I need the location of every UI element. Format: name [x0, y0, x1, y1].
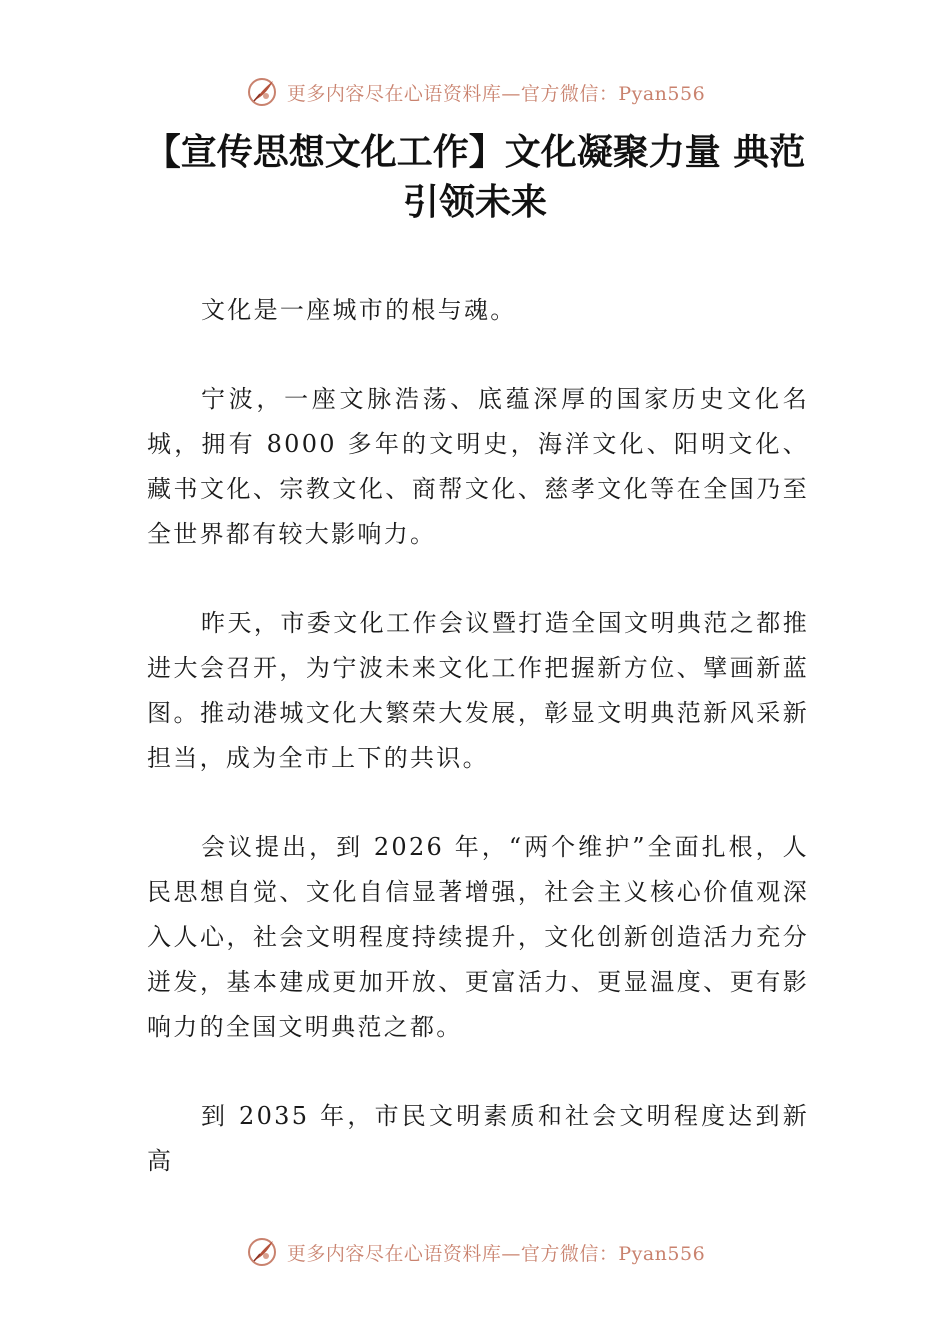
header-watermark: [0, 72, 950, 112]
quill-logo-icon: [245, 75, 279, 109]
footer-watermark: [0, 1232, 950, 1272]
paragraph: 文化是一座城市的根与魂。: [201, 296, 517, 324]
watermark-text: 更多内容尽在心语资料库—官方微信：Pyan556: [286, 1242, 706, 1265]
watermark-text: 更多内容尽在心语资料库—官方微信：Pyan556: [286, 82, 706, 105]
document-body: [147, 288, 809, 1228]
quill-logo-icon: [245, 1235, 279, 1269]
document-title: 【宣传思想文化工作】文化凝聚力量 典范引领未来: [144, 132, 806, 223]
paragraph: 会议提出，到 2026 年，“两个维护”全面扎根，人民思想自觉、文化自信显著增强，社会主义核心价值观深入人心，社会文明程度持续提升，文化创新创造活力充分迸发，基本建成更加开放、更富活力、更显温度、更有影响力的全国文明典范之都。: [147, 833, 809, 1041]
paragraph: 到 2035 年，市民文明素质和社会文明程度达到新高: [147, 1102, 809, 1175]
paragraph: 昨天，市委文化工作会议暨打造全国文明典范之都推进大会召开，为宁波未来文化工作把握新方位、擘画新蓝图。推动港城文化大繁荣大发展，彰显文明典范新风采新担当，成为全市上下的共识。: [147, 609, 809, 772]
paragraph: 宁波，一座文脉浩荡、底蕴深厚的国家历史文化名城，拥有 8000 多年的文明史，海洋文化、阳明文化、藏书文化、宗教文化、商帮文化、慈孝文化等在全国乃至全世界都有较大影响力。: [147, 385, 809, 548]
